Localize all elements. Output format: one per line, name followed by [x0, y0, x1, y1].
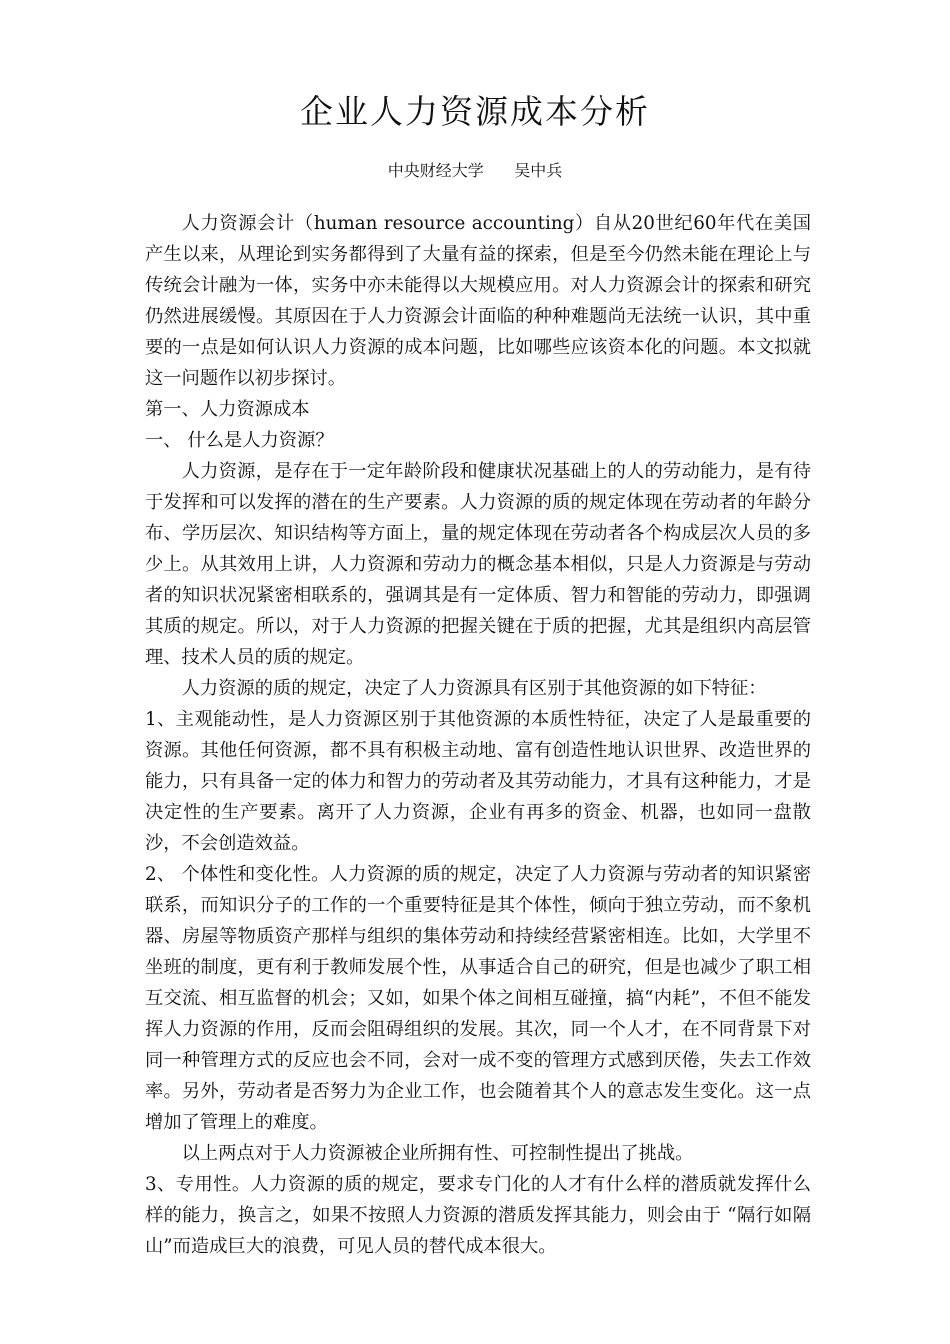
list-item-3: 3、专用性。人力资源的质的规定，要求专门化的人才有什么样的潜质就发挥什么样的能力，换言之，如果不按照人力资源的潜质发挥其能力，则会由于 “隔行如隔山”而造成巨大的浪费，可见人员的替代成本很大。: [145, 1174, 811, 1257]
list-item-2: 2、 个体性和变化性。人力资源的质的规定，决定了人力资源与劳动者的知识紧密联系，而知识分子的工作的一个重要特征是其个体性，倾向于独立劳动，而不象机器、房屋等物质资产那样与组织的集体劳动和持续经营紧密相连。比如，大学里不坐班的制度，更有利于教师发展个性，从事适合自己的研究，但是也减少了职工相互交流、相互监督的机会；又如，如果个体之间相互碰撞，搞“内耗”，不但不能发挥人力资源的作用，反而会阻碍组织的发展。其次，同一个人才，在不同背景下对同一种管理方式的反应也会不同，会对一成不变的管理方式感到厌倦，失去工作效率。另外，劳动者是否努力为企业工作，也会随着其个人的意志发生变化。这一点增加了管理上的难度。: [145, 864, 811, 1133]
author-line: 中央财经大学 吴中兵: [387, 161, 563, 180]
document-title: 企业人力资源成本分析: [300, 92, 650, 131]
document-body: [145, 208, 811, 1262]
paragraph-features-intro: 人力资源的质的规定，决定了人力资源具有区别于其他资源的如下特征：: [181, 678, 767, 699]
paragraph-definition: 人力资源，是存在于一定年龄阶段和健康状况基础上的人的劳动能力，是有待于发挥和可以发挥的潜在的生产要素。人力资源的质的规定体现在劳动者的年龄分布、学历层次、知识结构等方面上，量的规定体现在劳动者各个构成层次人员的多少上。从其效用上讲，人力资源和劳动力的概念基本相似，只是人力资源是与劳动者的知识状况紧密相联系的，强调其是有一定体质、智力和智能的劳动力，即强调其质的规定。所以，对于人力资源的把握关键在于质的把握，尤其是组织内高层管理、技术人员的质的规定。: [145, 461, 811, 668]
paragraph-intro: 人力资源会计（human resource accounting）自从20世纪60年代在美国产生以来，从理论到实务都得到了大量有益的探索，但是至今仍然未能在理论上与传统会计融为一体，实务中亦未能得以大规模应用。对人力资源会计的探索和研究仍然进展缓慢。其原因在于人力资源会计面临的种种难题尚无法统一认识，其中重要的一点是如何认识人力资源的成本问题，比如哪些应该资本化的问题。本文拟就这一问题作以初步探讨。: [145, 213, 811, 389]
section-heading: 第一、人力资源成本: [145, 399, 310, 420]
list-item-1: 1、主观能动性，是人力资源区别于其他资源的本质性特征，决定了人是最重要的资源。其他任何资源，都不具有积极主动地、富有创造性地认识世界、改造世界的能力，只有具备一定的体力和智力的劳动者及其劳动能力，才具有这种能力，才是决定性的生产要素。离开了人力资源，企业有再多的资金、机器，也如同一盘散沙，不会创造效益。: [145, 709, 811, 854]
subsection-heading: 一、 什么是人力资源？: [145, 430, 334, 451]
paragraph-summary: 以上两点对于人力资源被企业所拥有性、可控制性提出了挑战。: [181, 1143, 694, 1164]
